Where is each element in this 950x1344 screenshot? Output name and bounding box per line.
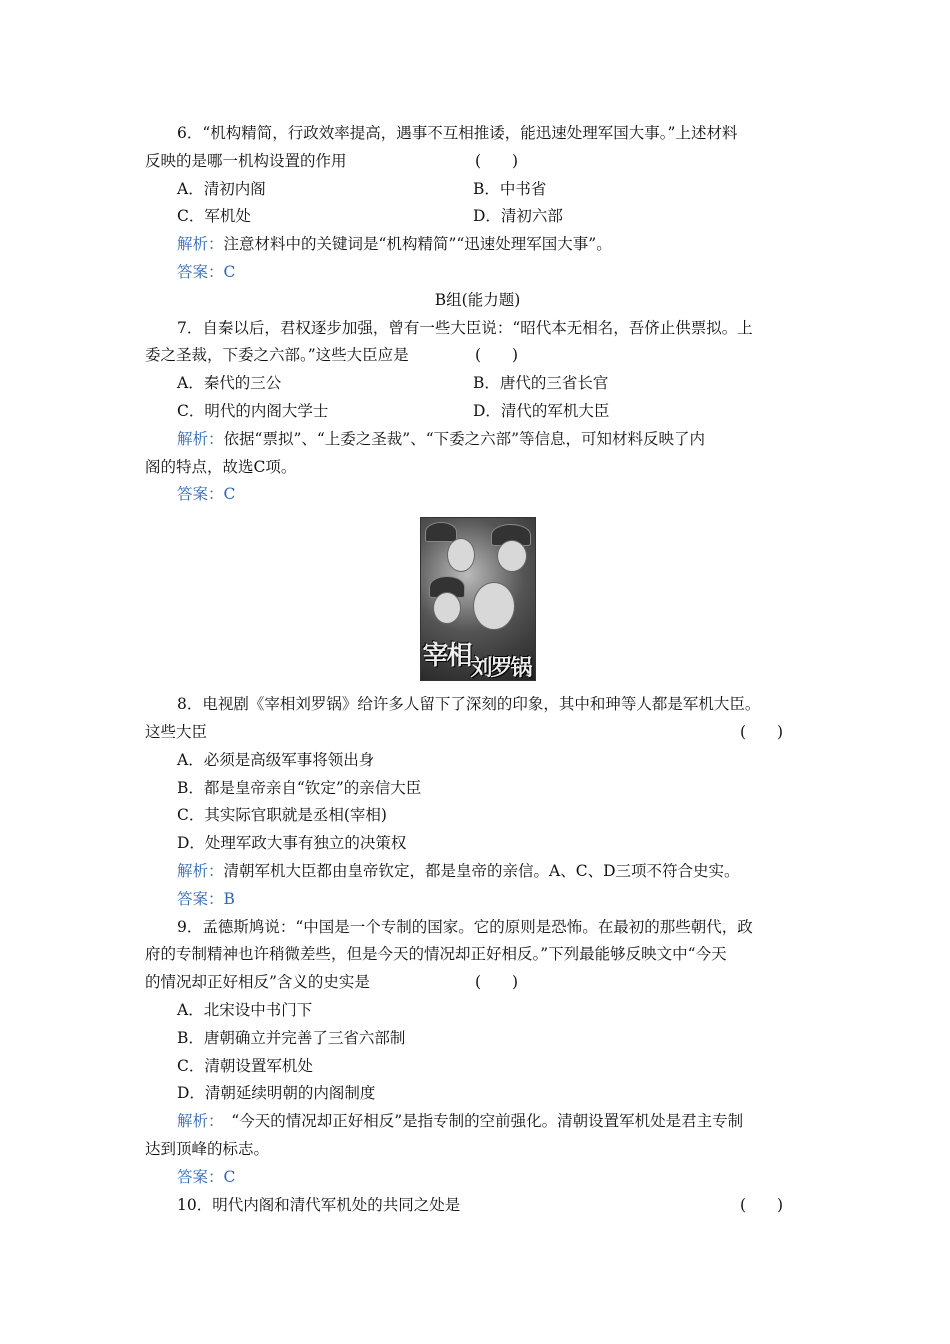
q10-answer-blank: ( ) bbox=[740, 1195, 784, 1214]
q9-answer: 答案：C bbox=[177, 1167, 236, 1186]
portrait-face bbox=[433, 592, 461, 624]
q8-stem-line1: 8．电视剧《宰相刘罗锅》给许多人留下了深刻的印象，其中和珅等人都是军机大臣。 bbox=[177, 695, 761, 714]
q7-analysis-text1: 依据“票拟”、“上委之圣裁”、“下委之六部”等信息，可知材料反映了内 bbox=[223, 429, 706, 448]
q7-analysis-line1 bbox=[145, 426, 810, 454]
q6-option-b: B．中书省 bbox=[473, 179, 547, 198]
q6-answer-blank: ( ) bbox=[475, 151, 519, 170]
q6-option-a: A．清初内阁 bbox=[177, 179, 266, 198]
q6-answer: 答案：C bbox=[177, 262, 236, 281]
q9-stem-line3 bbox=[145, 969, 810, 997]
q6-option-d: D．清初六部 bbox=[473, 207, 563, 226]
q6-option-c: C．军机处 bbox=[177, 207, 251, 226]
q6-analysis-text: 注意材料中的关键词是“机构精简”“迅速处理军国大事”。 bbox=[223, 235, 612, 254]
portrait-face bbox=[473, 582, 515, 630]
section-b-heading: B组(能力题) bbox=[434, 290, 521, 309]
q6-stem-line1: 6．“机构精简，行政效率提高，遇事不互相推诿，能迅速处理军国大事。”上述材料 bbox=[177, 124, 738, 142]
q7-option-c: C．明代的内阁大学士 bbox=[177, 401, 329, 420]
q10-stem-text: 10．明代内阁和清代军机处的共同之处是 bbox=[177, 1195, 461, 1214]
poster-title-a: 宰相 bbox=[422, 641, 471, 672]
q8-option-c: C．其实际官职就是丞相(宰相) bbox=[177, 806, 387, 825]
q8-option-a: A．必须是高级军事将领出身 bbox=[177, 750, 375, 769]
portrait-face bbox=[447, 538, 475, 572]
q6-options-row1 bbox=[145, 176, 810, 204]
q10-stem-line1 bbox=[145, 1192, 810, 1220]
q6-stem-text: 反映的是哪一机构设置的作用 bbox=[145, 151, 347, 170]
document-page bbox=[145, 120, 810, 1219]
q7-stem-line2 bbox=[145, 342, 810, 370]
q7-options-row2 bbox=[145, 398, 810, 426]
drama-poster-image bbox=[420, 517, 536, 681]
q9-option-b: B．唐朝确立并完善了三省六部制 bbox=[177, 1028, 406, 1047]
q9-stem-line1: 9．孟德斯鸠说：“中国是一个专制的国家。它的原则是恐怖。在最初的那些朝代，政 bbox=[177, 917, 753, 936]
q7-analysis-label: 解析： bbox=[177, 429, 224, 448]
q9-stem-text: 的情况却正好相反”含义的史实是 bbox=[145, 973, 370, 992]
q7-answer-blank: ( ) bbox=[475, 346, 519, 365]
q7-option-d: D．清代的军机大臣 bbox=[473, 401, 610, 420]
q7-answer: 答案：C bbox=[177, 485, 236, 504]
q6-options-row2 bbox=[145, 203, 810, 231]
q8-answer: 答案：B bbox=[177, 889, 235, 908]
q8-analysis-text: 清朝军机大臣都由皇帝钦定，都是皇帝的亲信。A、C、D三项不符合史实。 bbox=[223, 861, 740, 880]
q7-analysis-line2: 阁的特点，故选C项。 bbox=[145, 457, 297, 476]
poster-title-b: 刘罗锅 bbox=[470, 655, 531, 682]
q8-stem-text: 这些大臣 bbox=[145, 722, 208, 741]
q7-options-row1 bbox=[145, 370, 810, 398]
q8-option-b: B．都是皇帝亲自“钦定”的亲信大臣 bbox=[177, 778, 422, 797]
q8-analysis-label: 解析： bbox=[177, 861, 224, 880]
q6-stem-line2 bbox=[145, 148, 810, 176]
q8-answer-blank: ( ) bbox=[740, 722, 784, 741]
q7-option-a: A．秦代的三公 bbox=[177, 374, 282, 393]
q9-analysis-text1: “今天的情况却正好相反”是指专制的空前强化。清朝设置军机处是君主专制 bbox=[215, 1112, 744, 1131]
q7-stem-line1: 7．自秦以后，君权逐步加强，曾有一些大臣说：“昭代本无相名，吾侪止供票拟。上 bbox=[177, 318, 753, 337]
q8-option-d: D．处理军政大事有独立的决策权 bbox=[177, 834, 407, 853]
q7-stem-text: 委之圣裁，下委之六部。”这些大臣应是 bbox=[145, 346, 409, 365]
portrait-face bbox=[497, 540, 527, 572]
q6-analysis bbox=[145, 231, 810, 259]
hat-shape bbox=[425, 522, 457, 542]
q8-stem-line2 bbox=[145, 719, 810, 747]
q6-analysis-label: 解析： bbox=[177, 235, 224, 254]
q9-analysis-label: 解析： bbox=[177, 1112, 216, 1131]
q9-option-a: A．北宋设中书门下 bbox=[177, 1000, 313, 1019]
q9-analysis-line2: 达到顶峰的标志。 bbox=[145, 1139, 270, 1158]
q7-option-b: B．唐代的三省长官 bbox=[473, 374, 609, 393]
q9-option-c: C．清朝设置军机处 bbox=[177, 1056, 313, 1075]
q9-answer-blank: ( ) bbox=[475, 973, 519, 992]
q9-option-d: D．清朝延续明朝的内阁制度 bbox=[177, 1084, 376, 1103]
q8-analysis bbox=[145, 858, 810, 886]
q9-analysis-line1 bbox=[145, 1108, 810, 1136]
q9-stem-line2: 府的专制精神也许稍微差些，但是今天的情况却正好相反。”下列最能够反映文中“今天 bbox=[145, 945, 727, 964]
